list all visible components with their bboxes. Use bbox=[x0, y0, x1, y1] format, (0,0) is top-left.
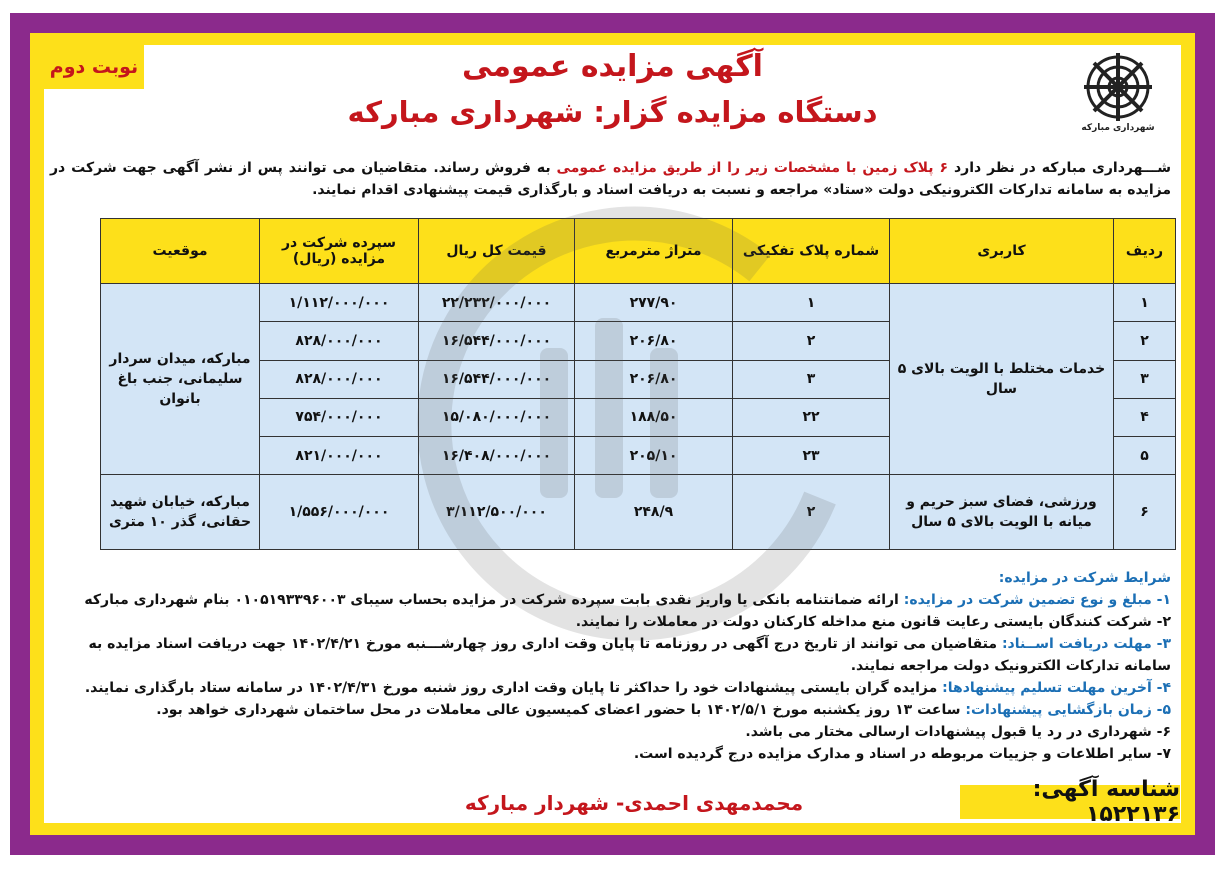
table-row bbox=[101, 475, 1176, 550]
condition-4-label: ۴- آخرین مهلت تسلیم پیشنهادها: bbox=[942, 680, 1171, 696]
cell-row: ۵ bbox=[1114, 437, 1176, 475]
cell-area: ۲۰۶/۸۰ bbox=[575, 360, 733, 398]
header-usage: کاربری bbox=[890, 219, 1114, 284]
header-deposit: سپرده شرکت در مزایده (ریال) bbox=[260, 219, 419, 284]
cell-price: ۲۲/۲۳۲/۰۰۰/۰۰۰ bbox=[419, 284, 575, 322]
table-row bbox=[101, 284, 1176, 322]
cell-row: ۴ bbox=[1114, 398, 1176, 436]
condition-5 bbox=[50, 699, 1171, 721]
cell-plaque: ۲۲ bbox=[733, 398, 890, 436]
ad-subtitle: دستگاه مزایده گزار: شهرداری مبارکه bbox=[347, 95, 878, 129]
cell-deposit: ۸۲۸/۰۰۰/۰۰۰ bbox=[260, 322, 419, 360]
header-location: موقعیت bbox=[101, 219, 260, 284]
yellow-frame bbox=[30, 33, 1195, 835]
condition-5-label: ۵- زمان بازگشایی پیشنهادات: bbox=[965, 702, 1171, 718]
cell-plaque: ۱ bbox=[733, 284, 890, 322]
ad-body bbox=[44, 45, 1181, 827]
cell-area: ۲۷۷/۹۰ bbox=[575, 284, 733, 322]
condition-2: ۲- شرکت کنندگان بایستی رعایت قانون منع مداخله کارکنان دولت در معاملات را نمایند. bbox=[575, 614, 1171, 630]
condition-3 bbox=[50, 633, 1171, 677]
cell-location-group-2: مبارکه، خیابان شهید حقانی، گذر ۱۰ متری bbox=[101, 475, 260, 550]
header-row-number: ردیف bbox=[1114, 219, 1176, 284]
cell-area: ۲۰۶/۸۰ bbox=[575, 322, 733, 360]
condition-5-text: ساعت ۱۳ روز یکشنبه مورخ ۱۴۰۲/۵/۱ با حضور اعضای کمیسیون عالی معاملات در محل ساختمان شهرداری خواهد بود. bbox=[156, 702, 966, 718]
cell-price: ۳/۱۱۲/۵۰۰/۰۰۰ bbox=[419, 475, 575, 550]
table-header-row bbox=[101, 219, 1176, 284]
cell-row: ۱ bbox=[1114, 284, 1176, 322]
cell-price: ۱۵/۰۸۰/۰۰۰/۰۰۰ bbox=[419, 398, 575, 436]
intro-text-1: شـــهرداری مبارکه در نظر دارد bbox=[948, 160, 1171, 176]
cell-plaque: ۲۳ bbox=[733, 437, 890, 475]
auction-table bbox=[100, 218, 1176, 550]
signer-name: محمدمهدی احمدی- شهردار مبارکه bbox=[464, 791, 804, 815]
condition-4 bbox=[50, 677, 1171, 699]
condition-1 bbox=[50, 589, 1171, 611]
cell-area: ۲۴۸/۹ bbox=[575, 475, 733, 550]
conditions-heading: شرایط شرکت در مزایده: bbox=[998, 570, 1171, 586]
conditions-section bbox=[50, 567, 1171, 765]
cell-row: ۲ bbox=[1114, 322, 1176, 360]
condition-1-text: ارائه ضمانتنامه بانکی یا واریز نقدی بابت سپرده شرکت در مزایده بحساب سیبای ۰۱۰۵۱۹۳۳۹۶۰۰۳ بنام شهرداری مبارکه bbox=[84, 592, 904, 608]
header-area: متراژ مترمربع bbox=[575, 219, 733, 284]
header-plaque: شماره پلاک تفکیکی bbox=[733, 219, 890, 284]
auction-table-wrap bbox=[100, 218, 1175, 550]
ad-title: آگهی مزایده عمومی bbox=[462, 49, 763, 84]
intro-highlight: ۶ پلاک زمین با مشخصات زیر را از طریق مزایده عمومی bbox=[556, 160, 949, 176]
cell-row: ۳ bbox=[1114, 360, 1176, 398]
cell-usage-group-2: ورزشی، فضای سبز حریم و میانه با الویت بالای ۵ سال bbox=[890, 475, 1114, 550]
cell-area: ۲۰۵/۱۰ bbox=[575, 437, 733, 475]
cell-plaque: ۲ bbox=[733, 322, 890, 360]
cell-row: ۶ bbox=[1114, 475, 1176, 550]
condition-3-text: متقاضیان می توانند از تاریخ درج آگهی در روزنامه تا پایان وقت اداری روز چهارشـــنبه مورخ ۱۴۰۲/۴/۲۱ جهت دریافت اسناد مزایده به سامانه تدارکات الکترونیک دولت مراجعه نمایند. bbox=[88, 636, 1171, 674]
condition-3-label: ۳- مهلت دریافت اســناد: bbox=[1001, 636, 1171, 652]
intro-paragraph bbox=[50, 157, 1171, 201]
cell-deposit: ۷۵۴/۰۰۰/۰۰۰ bbox=[260, 398, 419, 436]
cell-price: ۱۶/۵۴۴/۰۰۰/۰۰۰ bbox=[419, 360, 575, 398]
cell-price: ۱۶/۵۴۴/۰۰۰/۰۰۰ bbox=[419, 322, 575, 360]
ad-id-badge: شناسه آگهی: ۱۵۲۲۱۳۶ bbox=[960, 785, 1180, 819]
edition-badge: نوبت دوم bbox=[44, 45, 144, 89]
cell-location-group-1: مبارکه، میدان سردار سلیمانی، جنب باغ بانوان bbox=[101, 284, 260, 475]
cell-deposit: ۸۲۸/۰۰۰/۰۰۰ bbox=[260, 360, 419, 398]
intro-text-2: به فروش رساند. متقاضیان می توانند پس از نشر آگهی جهت شرکت در مزایده به سامانه تدارکات الکترونیکی دولت «ستاد» مراجعه و نسبت به دریافت اسناد و بارگذاری قیمت پیشنهادی اقدام نمایند. bbox=[50, 160, 1171, 198]
condition-7: ۷- سایر اطلاعات و جزییات مربوطه در اسناد و مدارک مزایده درج گردیده است. bbox=[633, 746, 1171, 762]
condition-4-text: مزایده گران بایستی پیشنهادات خود را حداکثر تا پایان وقت اداری روز شنبه مورخ ۱۴۰۲/۴/۳۱ در سامانه ستاد بارگذاری نمایند. bbox=[84, 680, 943, 696]
cell-area: ۱۸۸/۵۰ bbox=[575, 398, 733, 436]
cell-deposit: ۱/۵۵۶/۰۰۰/۰۰۰ bbox=[260, 475, 419, 550]
cell-deposit: ۸۲۱/۰۰۰/۰۰۰ bbox=[260, 437, 419, 475]
cell-price: ۱۶/۴۰۸/۰۰۰/۰۰۰ bbox=[419, 437, 575, 475]
condition-1-label: ۱- مبلغ و نوع تضمین شرکت در مزایده: bbox=[903, 592, 1171, 608]
logo-caption: شهرداری مبارکه bbox=[1081, 123, 1155, 133]
header-price: قیمت کل ریال bbox=[419, 219, 575, 284]
cell-plaque: ۲ bbox=[733, 475, 890, 550]
cell-plaque: ۳ bbox=[733, 360, 890, 398]
cell-deposit: ۱/۱۱۲/۰۰۰/۰۰۰ bbox=[260, 284, 419, 322]
cell-usage-group-1: خدمات مختلط با الویت بالای ۵ سال bbox=[890, 284, 1114, 475]
condition-6: ۶- شهرداری در رد یا قبول پیشنهادات ارسالی مختار می باشد. bbox=[745, 724, 1171, 740]
outer-frame bbox=[10, 13, 1215, 855]
